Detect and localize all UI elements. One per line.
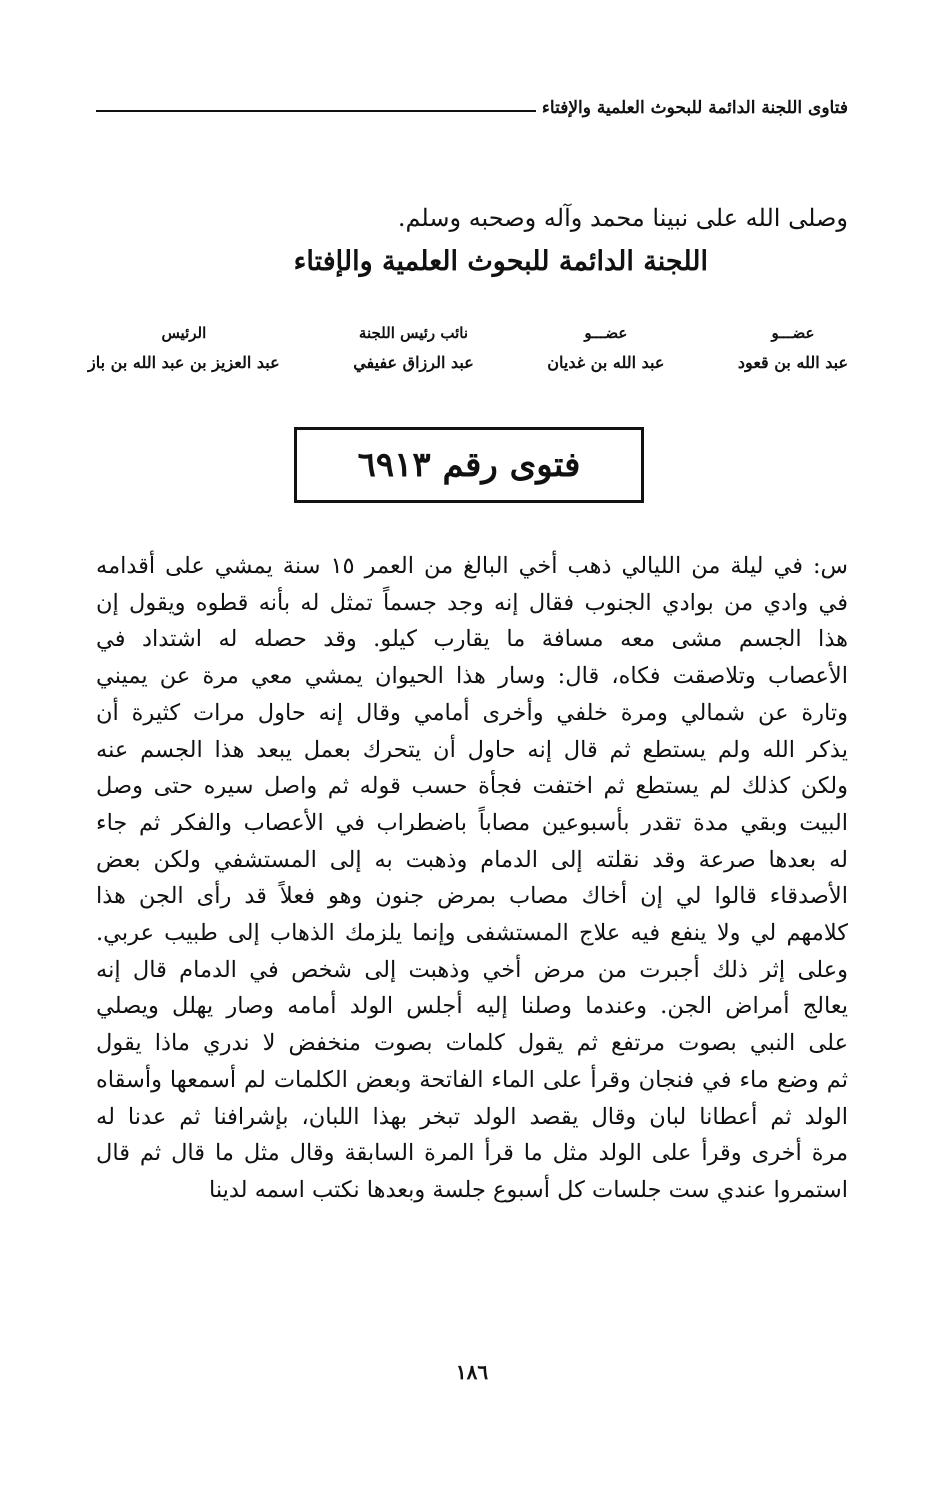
running-header-title: فتاوى اللجنة الدائمة للبحوث العلمية والإفتاء (541, 98, 848, 118)
signature-role: عضـــو (771, 324, 815, 342)
signature-name: عبد الله بن قعود (737, 353, 848, 372)
body-line: الأعصاب وتلاصقت فكاه، قال: وسار هذا الحيوان يمشي معي مرة عن يميني (96, 663, 848, 690)
body-line: ثم وضع ماء في فنجان وقرأ على الماء الفاتحة وبعض الكلمات لم أسمعها وأسقاه (96, 1066, 848, 1093)
body-line: مرة أخرى وقرأ على الولد مثل ما قرأ المرة السابقة وقال مثل ما قال ثم قال (96, 1140, 848, 1167)
signature-name: عبد الرزاق عفيفي (353, 353, 474, 372)
signature-role: نائب رئيس اللجنة (358, 324, 469, 342)
fatwa-title: فتوى رقم ٦٩١٣ (357, 445, 581, 485)
closing-line: وصلى الله على نبينا محمد وآله وصحبه وسلم. (397, 204, 848, 232)
page-number: ١٨٦ (455, 1360, 489, 1384)
signature-block (88, 318, 848, 378)
body-line: في وادي من بوادي الجنوب فقال إنه وجد جسماً تمثل له بأنه قطوه ويقول إن (96, 589, 848, 616)
body-line: وعلى إثر ذلك أجبرت من مرض أخي وذهبت إلى شخص في الدمام قال إنه (96, 956, 848, 983)
body-line: وتارة عن شمالي ومرة خلفي وأخرى أمامي وقال إنه حاول مرات كثيرة أن (96, 699, 848, 726)
body-line: كلامهم لي ولا ينفع فيه علاج المستشفى وإنما يلزمك الذهاب إلى طبيب عربي. (96, 920, 848, 947)
running-header (96, 84, 848, 118)
body-line: هذا الجسم مشى معه مسافة ما يقارب كيلو. وقد حصله له اشتداد في (96, 626, 848, 653)
body-line: يعالج أمراض الجن. وعندما وصلنا إليه أجلس الولد أمامه وصار يهلل ويصلي (96, 993, 848, 1020)
body-line: س: في ليلة من الليالي ذهب أخي البالغ من العمر ١٥ سنة يمشي على أقدامه (96, 553, 848, 579)
signature-chair (88, 318, 280, 378)
body-line: الأصدقاء قالوا لي إن أخاك مصاب بمرض جنون وهو فعلاً قد رأى الجن هذا (96, 883, 848, 910)
signature-role: الرئيس (161, 324, 207, 342)
body-line: ولكن كذلك لم يستطع ثم اختفت فجأة حسب قوله ثم واصل سيره حتى وصل (96, 773, 848, 800)
body-line: يذكر الله ولم يستطع ثم قال إنه حاول أن يتحرك بعمل يبعد هذا الجسم عنه (96, 736, 848, 763)
signature-vice-chair (353, 318, 474, 378)
signature-member-2 (547, 318, 664, 378)
question-body (96, 548, 848, 1209)
fatwa-title-box (294, 427, 644, 503)
body-line: البيت وبقي مدة تقدر بأسبوعين مصاباً باضطراب في الأعصاب والفكر ثم جاء (96, 809, 848, 836)
signature-member-1 (738, 318, 848, 378)
body-line: له بعدها صرعة وقد نقلته إلى الدمام وذهبت به إلى المستشفي ولكن بعض (96, 846, 848, 873)
signature-role: عضـــو (584, 324, 628, 342)
body-line: الولد ثم أعطانا لبان وقال يقصد الولد تبخر بهذا اللبان، بإشرافنا ثم عدنا له (96, 1103, 848, 1130)
body-line: استمروا عندي ست جلسات كل أسبوع جلسة وبعدها نكتب اسمه لدينا (208, 1176, 848, 1203)
signature-name: عبد العزيز بن عبد الله بن باز (88, 353, 280, 372)
committee-name: اللجنة الدائمة للبحوث العلمية والإفتاء (293, 246, 708, 277)
header-rule (96, 110, 536, 112)
signature-name: عبد الله بن غديان (547, 353, 665, 372)
body-line: على النبي بصوت مرتفع ثم يقول كلمات بصوت منخفض لا ندري ماذا يقول (96, 1030, 848, 1057)
